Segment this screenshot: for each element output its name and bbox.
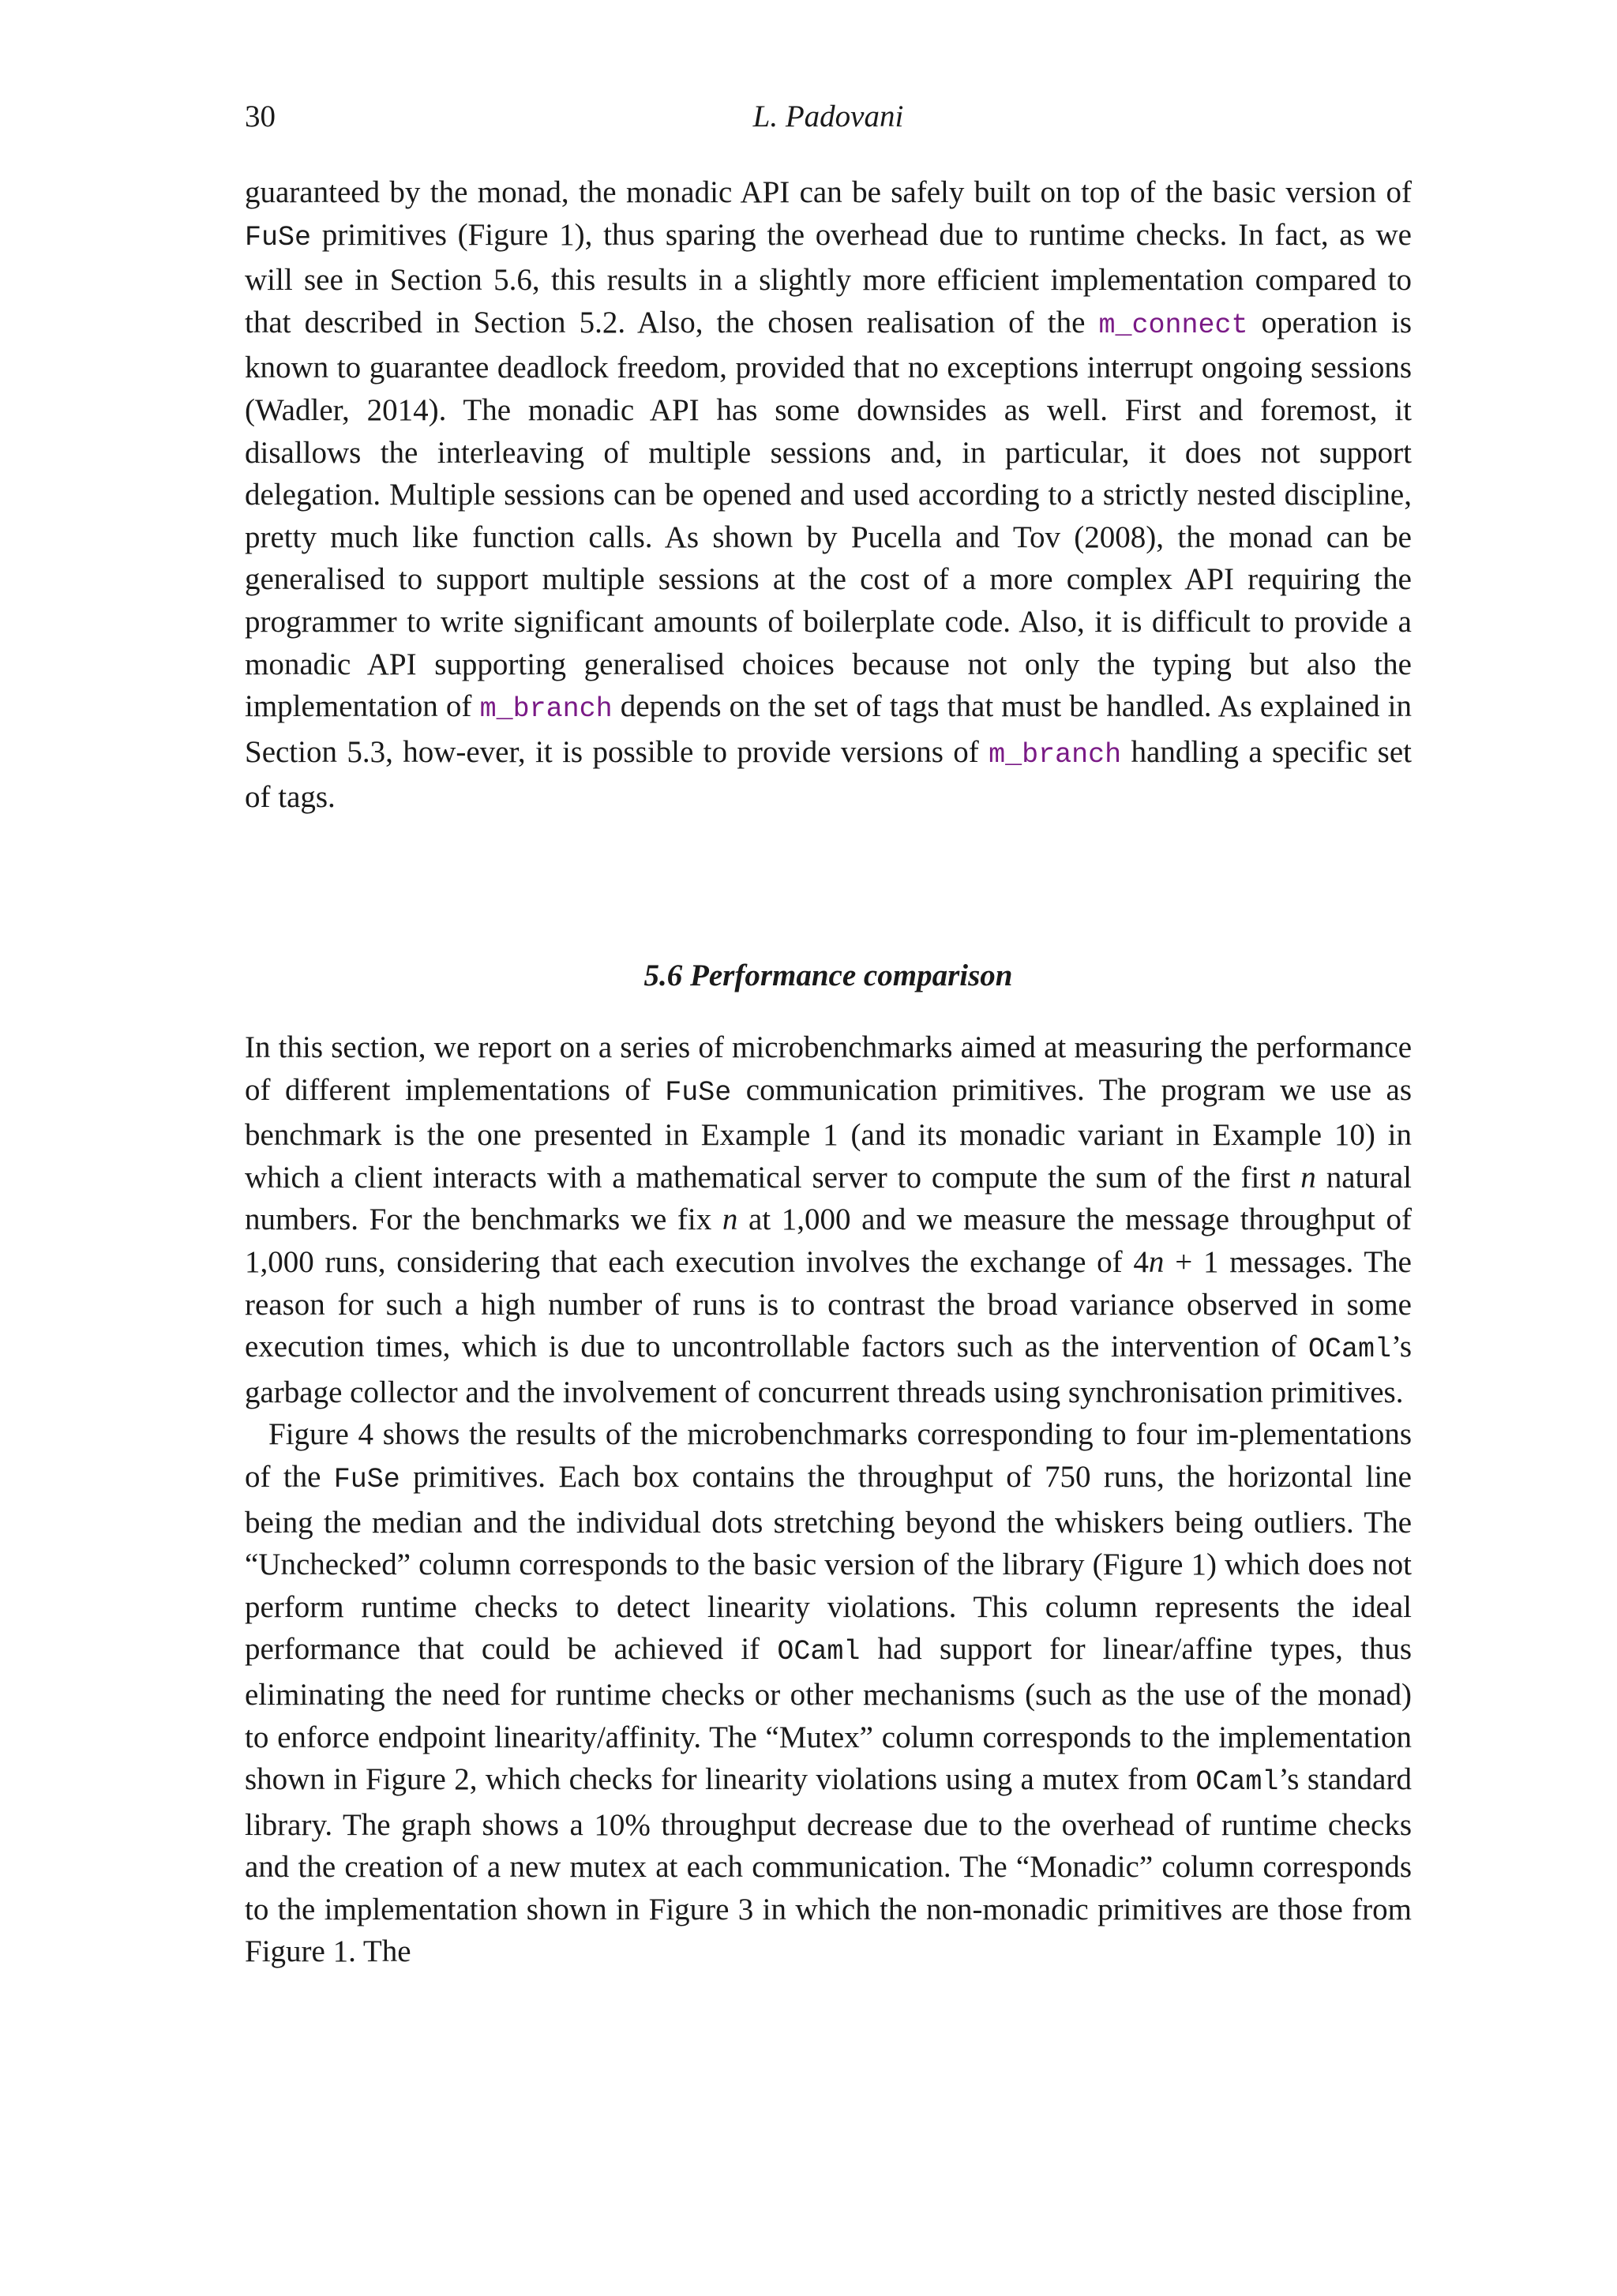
body-text-top — [245, 171, 1412, 819]
code-fuse: FuSe — [333, 1463, 400, 1495]
code-ocaml: OCaml — [1307, 1334, 1391, 1366]
paragraph-benchmark-setup: In this section, we report on a series of microbenchmarks aimed at measuring the performance of different implementations of FuSe communication primitives. The program we use as benchmark is the one presented in Example 1 (and its monadic variant in Example 10) in which a client interacts with a mathematical server to compute the sum of the first n natural numbers. For the benchmarks we fix n at 1,000 and we measure the message throughput of 1,000 runs, considering that each execution involves the exchange of 4n + 1 messages. The reason for such a high number of runs is to contrast the broad variance observed in some execution times, which is due to uncontrollable factors such as the intervention of OCaml’s garbage collector and the involvement of concurrent threads using synchronisation primitives. — [245, 1030, 1412, 1409]
code-m-connect: m_connect — [1098, 309, 1248, 341]
page-number: 30 — [245, 99, 276, 133]
math-n: n — [1300, 1160, 1316, 1195]
code-ocaml: OCaml — [777, 1636, 861, 1668]
running-head-author: L. Padovani — [752, 99, 904, 133]
math-n: n — [722, 1202, 738, 1237]
running-head — [245, 93, 1412, 141]
code-m-branch: m_branch — [989, 738, 1122, 771]
code-fuse: FuSe — [245, 221, 312, 253]
code-ocaml: OCaml — [1195, 1766, 1279, 1799]
body-text-section — [245, 1026, 1412, 1973]
section-heading — [245, 954, 1412, 998]
code-m-branch: m_branch — [479, 693, 613, 726]
paragraph-monadic-api: guaranteed by the monad, the monadic API can be safely built on top of the basic version of FuSe primitives (Figure 1), thus sparing the overhead due to runtime checks. In fact, as we will see in Section 5.6, this results in a slightly more efficient implementation compared to that described in Section 5.2. Also, the chosen realisation of the m_connect operation is known to guarantee deadlock freedom, provided that no exceptions interrupt ongoing sessions (Wadler, 2014). The monadic API has some downsides as well. First and foremost, it disallows the interleaving of multiple sessions and, in particular, it does not support delegation. Multiple sessions can be opened and used according to a strictly nested discipline, pretty much like function calls. As shown by Pucella and Tov (2008), the monad can be generalised to support multiple sessions at the cost of a more complex API requiring the programmer to write significant amounts of boilerplate code. Also, it is difficult to provide a monadic API supporting generalised choices because not only the typing but also the implementation of m_branch depends on the set of tags that must be handled. As explained in Section 5.3, how-ever, it is possible to provide versions of m_branch handling a specific set of tags. — [245, 175, 1413, 815]
paragraph-figure-4-results: Figure 4 shows the results of the microbenchmarks corresponding to four im-plementations of the FuSe primitives. Each box contains the throughput of 750 runs, the horizontal line being the median and the individual dots stretching beyond the whiskers being outliers. The “Unchecked” column corresponds to the basic version of the library (Figure 1) which does not perform runtime checks to detect linearity violations. This column represents the ideal performance that could be achieved if OCaml had support for linear/affine types, thus eliminating the need for runtime checks or other mechanisms (such as the use of the monad) to enforce endpoint linearity/affinity. The “Mutex” column corresponds to the implementation shown in Figure 2, which checks for linearity violations using a mutex from OCaml’s standard library. The graph shows a 10% throughput decrease due to the overhead of runtime checks and the creation of a new mutex at each communication. The “Monadic” column corresponds to the implementation shown in Figure 3 in which the non-monadic primitives are those from Figure 1. The — [245, 1417, 1412, 1969]
section-number: 5.6 — [643, 959, 683, 992]
section-title: Performance comparison — [690, 959, 1013, 992]
code-fuse: FuSe — [665, 1076, 732, 1109]
math-expression: 4n + 1 — [1133, 1244, 1219, 1279]
